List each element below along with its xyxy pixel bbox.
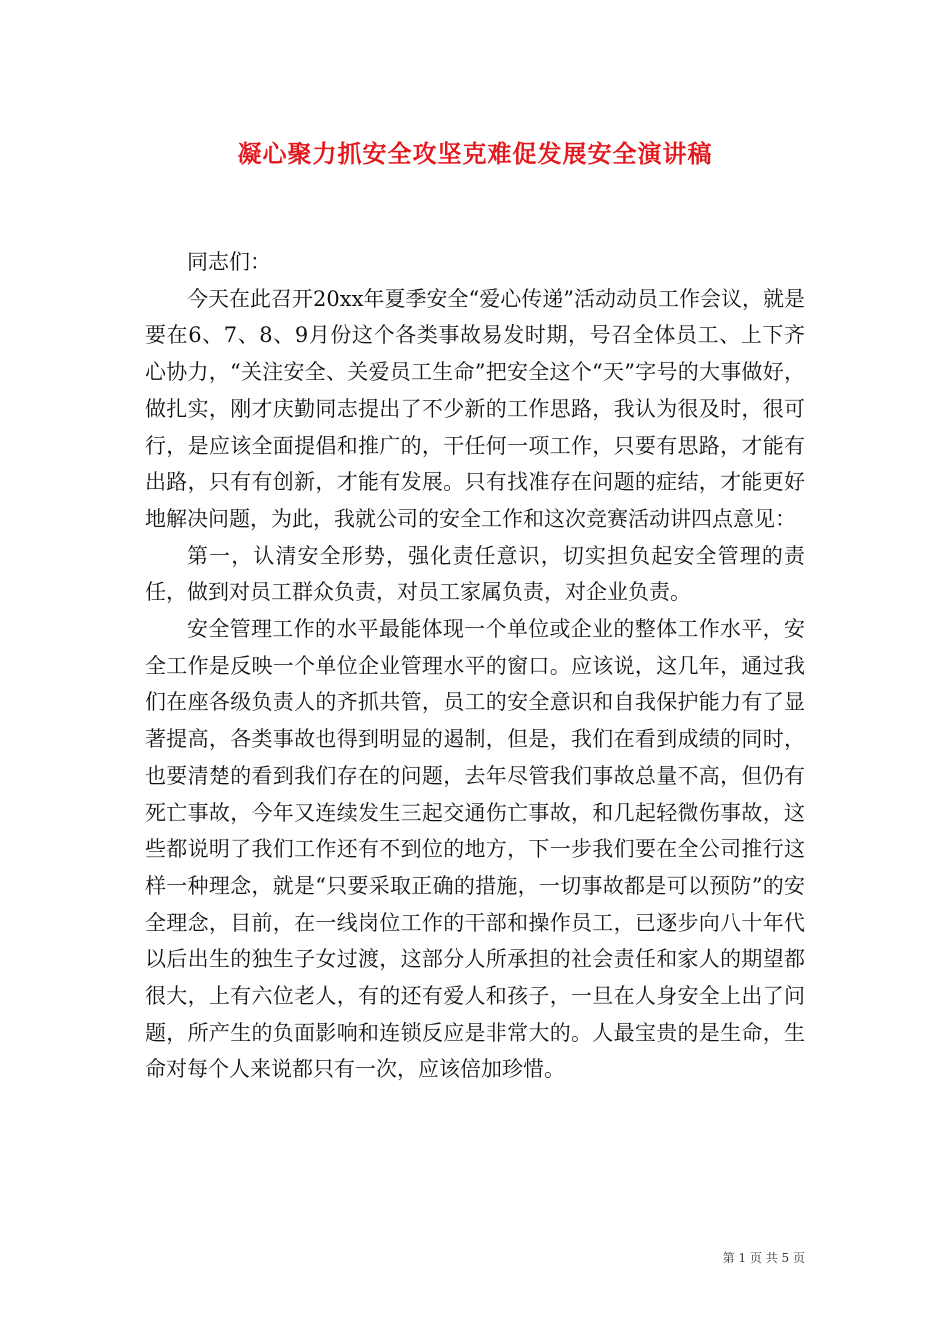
document-title: 凝心聚力抓安全攻坚克难促发展安全演讲稿 xyxy=(237,139,713,168)
paragraph-intro: 今天在此召开20xx年夏季安全“爱心传递”活动动员工作会议，就是要在6、7、8、9月份这个各类事故易发时期，号召全体员工、上下齐心协力，“关注安全、关爱员工生命”把安全这个“天”字号的大事做好，做扎实，刚才庆勤同志提出了不少新的工作思路，我认为很及时，很可行，是应该全面提倡和推广的，干任何一项工作，只要有思路，才能有出路，只有有创新，才能有发展。只有找准存在问题的症结，才能更好地解决问题，为此，我就公司的安全工作和这次竞赛活动讲四点意见： xyxy=(145,286,805,531)
paragraph-salutation: 同志们： xyxy=(187,250,271,274)
paragraph-safety-management: 安全管理工作的水平最能体现一个单位或企业的整体工作水平，安全工作是反映一个单位企业管理水平的窗口。应该说，这几年，通过我们在座各级负责人的齐抓共管，员工的安全意识和自我保护能力有了显著提高，各类事故也得到明显的遏制，但是，我们在看到成绩的同时，也要清楚的看到我们存在的问题，去年尽管我们事故总量不高，但仍有死亡事故，今年又连续发生三起交通伤亡事故，和几起轻微伤事故，这些都说明了我们工作还有不到位的地方，下一步我们要在全公司推行这样一种理念，就是“只要采取正确的措施，一切事故都是可以预防”的安全理念，目前，在一线岗位工作的干部和操作员工，已逐步向八十年代以后出生的独生子女过渡，这部分人所承担的社会责任和家人的期望都很大，上有六位老人，有的还有爱人和孩子，一旦在人身安全上出了问题，所产生的负面影响和连锁反应是非常大的。人最宝贵的是生命，生命对每个人来说都只有一次，应该倍加珍惜。 xyxy=(145,617,805,1082)
page-number: 第 1 页 共 5 页 xyxy=(722,1251,805,1265)
paragraph-point-one: 第一，认清安全形势，强化责任意识，切实担负起安全管理的责任，做到对员工群众负责，对员工家属负责，对企业负责。 xyxy=(145,543,805,605)
document-body xyxy=(145,244,805,1088)
